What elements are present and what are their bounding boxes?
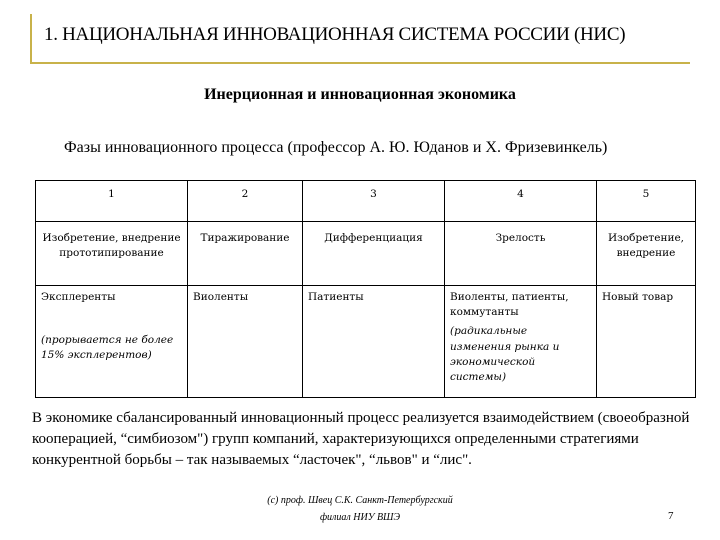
company-type-cell	[597, 286, 696, 398]
phase-stage-cell: Дифференциация	[303, 222, 445, 286]
footer-line: филиал НИУ ВШЭ	[319, 512, 401, 523]
company-type-cell	[303, 286, 445, 398]
phase-number-cell: 1	[36, 181, 188, 222]
phase-number-cell: 5	[597, 181, 696, 222]
phase-number-cell: 3	[303, 181, 445, 222]
phase-number-cell: 4	[445, 181, 597, 222]
slide-subtitle: Инерционная и инновационная экономика	[204, 86, 516, 103]
phase-stage-cell: Изобретение, внедрение прототипирование	[36, 222, 188, 286]
company-type-cell	[188, 286, 303, 398]
company-type-name: Виоленты	[193, 291, 249, 303]
table-row-phase-stages	[36, 222, 696, 286]
company-type-cell	[36, 286, 188, 398]
table-row-company-types	[36, 286, 696, 398]
phases-table	[35, 180, 696, 398]
company-type-cell	[445, 286, 597, 398]
phases-caption: Фазы инновационного процесса (профессор А. Ю. Юданов и Х. Фризевинкель)	[64, 139, 608, 156]
phase-number-cell: 2	[188, 181, 303, 222]
main-paragraph: В экономике сбалансированный инновационный процесс реализуется взаимодействием (своеобразной кооперацией, “симбиозом") групп компаний, характеризующихся определенными стратегиями конкурентной борьбы – так называемых “ласточек", “львов" и “лис".	[32, 410, 690, 468]
page-number: 7	[668, 510, 674, 522]
company-type-name: Эксплеренты	[41, 291, 116, 303]
slide-title: 1. НАЦИОНАЛЬНАЯ ИННОВАЦИОННАЯ СИСТЕМА РОССИИ (НИС)	[30, 14, 690, 64]
table-row-phase-numbers	[36, 181, 696, 222]
phase-stage-cell: Тиражирование	[188, 222, 303, 286]
company-type-name: Патиенты	[308, 291, 364, 303]
company-type-note: (прорывается не более 15% эксплерентов)	[41, 334, 174, 362]
company-type-note: (радикальные изменения рынка и экономической системы)	[450, 325, 560, 384]
company-type-name: Новый товар	[602, 291, 674, 303]
footer-line: (c) проф. Швец С.К. Санкт-Петербургский	[267, 495, 453, 506]
phase-stage-cell: Изобретение, внедрение	[597, 222, 696, 286]
phase-stage-cell: Зрелость	[445, 222, 597, 286]
company-type-name: Виоленты, патиенты, коммутанты	[450, 291, 569, 319]
footer-credit	[0, 492, 720, 526]
